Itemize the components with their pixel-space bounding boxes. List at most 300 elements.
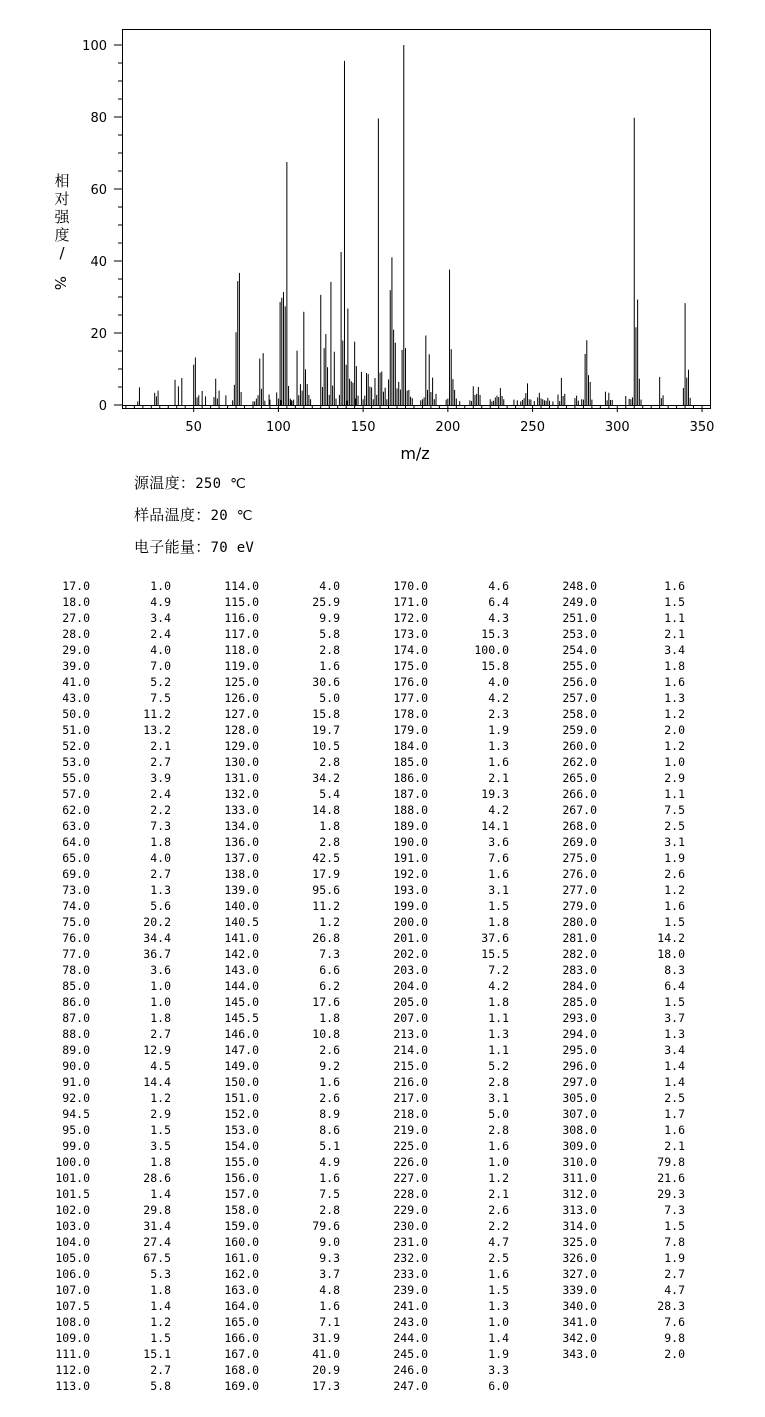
table-intensity-cell: 2.1 [488,771,509,785]
table-mz-cell: 108.0 [55,1315,90,1329]
table-intensity-cell: 10.5 [312,739,340,753]
table-intensity-cell: 10.8 [312,1027,340,1041]
y-tick-label: 40 [90,255,107,270]
table-mz-cell: 77.0 [62,947,90,961]
table-intensity-cell: 3.1 [488,1091,509,1105]
table-intensity-cell: 1.5 [664,915,685,929]
table-mz-cell: 140.0 [224,899,259,913]
table-intensity-cell: 1.0 [488,1315,509,1329]
table-mz-cell: 199.0 [393,899,428,913]
table-mz-cell: 74.0 [62,899,90,913]
table-intensity-cell: 21.6 [657,1171,685,1185]
table-intensity-cell: 2.6 [319,1091,340,1105]
table-intensity-cell: 2.6 [319,1043,340,1057]
table-intensity-cell: 6.6 [319,963,340,977]
table-mz-cell: 101.5 [55,1187,90,1201]
table-intensity-cell: 5.2 [150,675,171,689]
table-intensity-cell: 6.0 [488,1379,509,1393]
table-mz-cell: 279.0 [562,899,597,913]
table-mz-cell: 307.0 [562,1107,597,1121]
table-intensity-cell: 2.7 [150,867,171,881]
table-mz-cell: 87.0 [62,1011,90,1025]
table-intensity-cell: 7.2 [488,963,509,977]
table-intensity-cell: 4.9 [319,1155,340,1169]
table-mz-cell: 161.0 [224,1251,259,1265]
table-intensity-cell: 1.4 [664,1059,685,1073]
table-mz-cell: 233.0 [393,1267,428,1281]
table-intensity-cell: 2.1 [664,627,685,641]
table-intensity-cell: 3.7 [664,1011,685,1025]
table-intensity-cell: 13.2 [143,723,171,737]
table-mz-cell: 207.0 [393,1011,428,1025]
table-mz-cell: 340.0 [562,1299,597,1313]
table-intensity-cell: 1.0 [150,579,171,593]
table-mz-cell: 283.0 [562,963,597,977]
table-intensity-cell: 19.3 [481,787,509,801]
table-mz-cell: 139.0 [224,883,259,897]
table-intensity-cell: 1.8 [150,835,171,849]
table-mz-cell: 204.0 [393,979,428,993]
table-intensity-cell: 5.1 [319,1139,340,1153]
table-mz-cell: 173.0 [393,627,428,641]
table-intensity-cell: 8.6 [319,1123,340,1137]
table-intensity-cell: 1.5 [150,1123,171,1137]
table-intensity-cell: 28.3 [657,1299,685,1313]
table-mz-cell: 282.0 [562,947,597,961]
y-axis [82,39,122,414]
table-intensity-cell: 3.1 [488,883,509,897]
table-mz-cell: 256.0 [562,675,597,689]
table-mz-cell: 78.0 [62,963,90,977]
table-mz-cell: 249.0 [562,595,597,609]
table-intensity-cell: 19.7 [312,723,340,737]
table-intensity-cell: 1.4 [150,1299,171,1313]
condition-value: 250 ℃ [195,476,247,492]
table-intensity-cell: 2.5 [664,1091,685,1105]
table-intensity-cell: 2.1 [150,739,171,753]
table-intensity-cell: 4.2 [488,691,509,705]
table-mz-cell: 142.0 [224,947,259,961]
table-mz-cell: 63.0 [62,819,90,833]
table-intensity-cell: 14.4 [143,1075,171,1089]
table-intensity-cell: 2.4 [150,627,171,641]
table-intensity-cell: 2.2 [150,803,171,817]
table-intensity-cell: 34.2 [312,771,340,785]
table-intensity-cell: 2.5 [488,1251,509,1265]
table-mz-cell: 254.0 [562,643,597,657]
table-intensity-cell: 4.8 [319,1283,340,1297]
table-intensity-cell: 1.4 [488,1331,509,1345]
table-intensity-cell: 9.3 [319,1251,340,1265]
table-intensity-cell: 1.3 [664,1027,685,1041]
table-intensity-cell: 67.5 [143,1251,171,1265]
table-intensity-cell: 1.3 [488,739,509,753]
table-mz-cell: 138.0 [224,867,259,881]
table-mz-cell: 160.0 [224,1235,259,1249]
table-mz-cell: 177.0 [393,691,428,705]
table-intensity-cell: 1.8 [319,819,340,833]
table-intensity-cell: 7.3 [664,1203,685,1217]
condition-source-temp [134,472,246,493]
table-mz-cell: 169.0 [224,1379,259,1393]
table-mz-cell: 243.0 [393,1315,428,1329]
table-intensity-cell: 7.6 [664,1315,685,1329]
table-intensity-cell: 1.8 [319,1011,340,1025]
table-mz-cell: 136.0 [224,835,259,849]
table-mz-cell: 310.0 [562,1155,597,1169]
x-tick-label: 200 [435,420,461,435]
table-intensity-cell: 7.8 [664,1235,685,1249]
table-intensity-cell: 1.5 [664,1219,685,1233]
condition-electron-energy [134,536,254,557]
y-tick-label: 60 [90,183,107,198]
table-intensity-cell: 2.3 [488,707,509,721]
table-mz-cell: 178.0 [393,707,428,721]
table-mz-cell: 141.0 [224,931,259,945]
table-mz-cell: 140.5 [224,915,259,929]
table-intensity-cell: 5.0 [488,1107,509,1121]
table-intensity-cell: 4.7 [488,1235,509,1249]
table-mz-cell: 294.0 [562,1027,597,1041]
table-intensity-cell: 1.6 [664,1123,685,1137]
table-intensity-cell: 1.2 [664,739,685,753]
table-intensity-cell: 3.3 [488,1363,509,1377]
table-intensity-cell: 1.5 [664,595,685,609]
table-mz-cell: 205.0 [393,995,428,1009]
table-mz-cell: 86.0 [62,995,90,1009]
table-mz-cell: 269.0 [562,835,597,849]
table-intensity-cell: 20.2 [143,915,171,929]
table-mz-cell: 308.0 [562,1123,597,1137]
table-intensity-cell: 41.0 [312,1347,340,1361]
table-mz-cell: 154.0 [224,1139,259,1153]
table-intensity-cell: 3.4 [150,611,171,625]
table-intensity-cell: 1.4 [664,1075,685,1089]
table-mz-cell: 133.0 [224,803,259,817]
table-intensity-cell: 7.5 [664,803,685,817]
table-intensity-cell: 7.6 [488,851,509,865]
table-intensity-cell: 31.9 [312,1331,340,1345]
table-mz-cell: 311.0 [562,1171,597,1185]
table-intensity-cell: 7.3 [150,819,171,833]
table-intensity-cell: 9.8 [664,1331,685,1345]
table-mz-cell: 170.0 [393,579,428,593]
table-mz-cell: 188.0 [393,803,428,817]
table-mz-cell: 73.0 [62,883,90,897]
table-mz-cell: 172.0 [393,611,428,625]
table-mz-cell: 226.0 [393,1155,428,1169]
table-mz-cell: 143.0 [224,963,259,977]
table-mz-cell: 268.0 [562,819,597,833]
table-intensity-cell: 1.2 [488,1171,509,1185]
x-axis [123,405,715,435]
table-intensity-cell: 2.1 [488,1187,509,1201]
table-intensity-cell: 1.6 [488,867,509,881]
table-mz-cell: 117.0 [224,627,259,641]
table-intensity-cell: 6.4 [488,595,509,609]
table-intensity-cell: 1.6 [319,1171,340,1185]
table-mz-cell: 102.0 [55,1203,90,1217]
table-mz-cell: 94.5 [62,1107,90,1121]
table-mz-cell: 215.0 [393,1059,428,1073]
table-mz-cell: 241.0 [393,1299,428,1313]
table-mz-cell: 111.0 [55,1347,90,1361]
table-mz-cell: 132.0 [224,787,259,801]
condition-value: 20 ℃ [210,508,253,524]
x-tick-label: 150 [350,420,376,435]
table-intensity-cell: 2.8 [319,643,340,657]
table-mz-cell: 342.0 [562,1331,597,1345]
table-mz-cell: 165.0 [224,1315,259,1329]
table-mz-cell: 159.0 [224,1219,259,1233]
table-intensity-cell: 2.7 [150,1027,171,1041]
table-intensity-cell: 2.0 [664,723,685,737]
table-intensity-cell: 8.3 [664,963,685,977]
table-mz-cell: 164.0 [224,1299,259,1313]
table-mz-cell: 230.0 [393,1219,428,1233]
table-mz-cell: 76.0 [62,931,90,945]
table-intensity-cell: 2.7 [150,755,171,769]
table-intensity-cell: 2.9 [664,771,685,785]
table-intensity-cell: 2.8 [319,1203,340,1217]
table-mz-cell: 267.0 [562,803,597,817]
table-mz-cell: 327.0 [562,1267,597,1281]
table-mz-cell: 184.0 [393,739,428,753]
table-intensity-cell: 3.6 [488,835,509,849]
table-mz-cell: 190.0 [393,835,428,849]
table-intensity-cell: 4.5 [150,1059,171,1073]
table-mz-cell: 266.0 [562,787,597,801]
table-intensity-cell: 37.6 [481,931,509,945]
table-intensity-cell: 100.0 [474,643,509,657]
table-mz-cell: 153.0 [224,1123,259,1137]
table-mz-cell: 258.0 [562,707,597,721]
table-mz-cell: 189.0 [393,819,428,833]
table-intensity-cell: 8.9 [319,1107,340,1121]
table-intensity-cell: 1.0 [488,1155,509,1169]
table-intensity-cell: 1.1 [488,1011,509,1025]
table-intensity-cell: 25.9 [312,595,340,609]
table-mz-cell: 255.0 [562,659,597,673]
table-mz-cell: 214.0 [393,1043,428,1057]
table-intensity-cell: 15.8 [312,707,340,721]
table-intensity-cell: 4.0 [150,851,171,865]
table-intensity-cell: 2.6 [664,867,685,881]
table-mz-cell: 245.0 [393,1347,428,1361]
table-intensity-cell: 1.0 [664,755,685,769]
table-intensity-cell: 2.6 [488,1203,509,1217]
table-intensity-cell: 34.4 [143,931,171,945]
table-mz-cell: 325.0 [562,1235,597,1249]
table-intensity-cell: 5.2 [488,1059,509,1073]
table-mz-cell: 151.0 [224,1091,259,1105]
table-intensity-cell: 1.3 [488,1299,509,1313]
table-intensity-cell: 1.5 [488,1283,509,1297]
table-intensity-cell: 1.7 [664,1107,685,1121]
table-mz-cell: 276.0 [562,867,597,881]
table-mz-cell: 341.0 [562,1315,597,1329]
table-mz-cell: 247.0 [393,1379,428,1393]
table-mz-cell: 119.0 [224,659,259,673]
table-intensity-cell: 29.8 [143,1203,171,1217]
table-intensity-cell: 36.7 [143,947,171,961]
table-intensity-cell: 1.3 [150,883,171,897]
table-intensity-cell: 1.6 [319,1075,340,1089]
table-intensity-cell: 15.8 [481,659,509,673]
table-intensity-cell: 95.6 [312,883,340,897]
table-mz-cell: 109.0 [55,1331,90,1345]
table-mz-cell: 231.0 [393,1235,428,1249]
table-intensity-cell: 1.2 [150,1315,171,1329]
table-mz-cell: 244.0 [393,1331,428,1345]
table-intensity-cell: 5.3 [150,1267,171,1281]
table-mz-cell: 186.0 [393,771,428,785]
table-intensity-cell: 7.5 [150,691,171,705]
table-intensity-cell: 7.0 [150,659,171,673]
table-intensity-cell: 20.9 [312,1363,340,1377]
table-intensity-cell: 4.0 [150,643,171,657]
table-mz-cell: 326.0 [562,1251,597,1265]
table-intensity-cell: 79.6 [312,1219,340,1233]
table-intensity-cell: 4.7 [664,1283,685,1297]
table-mz-cell: 262.0 [562,755,597,769]
y-tick-label: 100 [82,39,107,54]
table-intensity-cell: 1.8 [664,659,685,673]
table-mz-cell: 179.0 [393,723,428,737]
table-mz-cell: 216.0 [393,1075,428,1089]
table-intensity-cell: 1.1 [664,611,685,625]
table-mz-cell: 259.0 [562,723,597,737]
table-mz-cell: 284.0 [562,979,597,993]
table-intensity-cell: 27.4 [143,1235,171,1249]
table-mz-cell: 293.0 [562,1011,597,1025]
table-intensity-cell: 5.0 [319,691,340,705]
table-intensity-cell: 4.6 [488,579,509,593]
table-intensity-cell: 1.9 [488,723,509,737]
table-mz-cell: 158.0 [224,1203,259,1217]
table-intensity-cell: 3.6 [150,963,171,977]
peak-table [0,578,765,1398]
table-mz-cell: 107.0 [55,1283,90,1297]
table-mz-cell: 18.0 [62,595,90,609]
table-mz-cell: 128.0 [224,723,259,737]
condition-value: 70 eV [210,540,255,556]
table-mz-cell: 115.0 [224,595,259,609]
table-intensity-cell: 17.6 [312,995,340,1009]
table-mz-cell: 157.0 [224,1187,259,1201]
table-intensity-cell: 1.2 [319,915,340,929]
table-intensity-cell: 2.2 [488,1219,509,1233]
peak-bars [138,45,690,405]
table-intensity-cell: 1.2 [664,707,685,721]
table-mz-cell: 312.0 [562,1187,597,1201]
table-mz-cell: 53.0 [62,755,90,769]
table-intensity-cell: 3.1 [664,835,685,849]
table-intensity-cell: 1.8 [150,1155,171,1169]
mass-spectrum-chart [0,0,765,470]
table-mz-cell: 147.0 [224,1043,259,1057]
table-mz-cell: 89.0 [62,1043,90,1057]
table-intensity-cell: 1.0 [150,979,171,993]
table-intensity-cell: 17.9 [312,867,340,881]
table-mz-cell: 91.0 [62,1075,90,1089]
table-mz-cell: 101.0 [55,1171,90,1185]
table-intensity-cell: 1.6 [664,579,685,593]
table-mz-cell: 168.0 [224,1363,259,1377]
table-mz-cell: 309.0 [562,1139,597,1153]
table-intensity-cell: 3.5 [150,1139,171,1153]
table-mz-cell: 95.0 [62,1123,90,1137]
table-intensity-cell: 1.3 [488,1027,509,1041]
table-intensity-cell: 3.4 [664,643,685,657]
table-intensity-cell: 4.2 [488,803,509,817]
table-intensity-cell: 1.6 [488,1267,509,1281]
table-intensity-cell: 5.6 [150,899,171,913]
table-intensity-cell: 1.0 [150,995,171,1009]
table-mz-cell: 171.0 [393,595,428,609]
table-intensity-cell: 9.2 [319,1059,340,1073]
table-mz-cell: 118.0 [224,643,259,657]
table-mz-cell: 57.0 [62,787,90,801]
table-mz-cell: 100.0 [55,1155,90,1169]
table-mz-cell: 219.0 [393,1123,428,1137]
table-mz-cell: 144.0 [224,979,259,993]
table-mz-cell: 257.0 [562,691,597,705]
table-intensity-cell: 1.8 [488,915,509,929]
table-mz-cell: 28.0 [62,627,90,641]
table-intensity-cell: 14.2 [657,931,685,945]
table-intensity-cell: 1.6 [664,675,685,689]
table-mz-cell: 149.0 [224,1059,259,1073]
table-mz-cell: 88.0 [62,1027,90,1041]
table-mz-cell: 145.5 [224,1011,259,1025]
table-mz-cell: 285.0 [562,995,597,1009]
table-intensity-cell: 79.8 [657,1155,685,1169]
table-intensity-cell: 14.8 [312,803,340,817]
table-intensity-cell: 2.8 [488,1123,509,1137]
table-mz-cell: 200.0 [393,915,428,929]
table-intensity-cell: 2.5 [664,819,685,833]
plot-frame [123,30,711,409]
table-mz-cell: 202.0 [393,947,428,961]
table-intensity-cell: 7.3 [319,947,340,961]
table-intensity-cell: 4.0 [319,579,340,593]
table-intensity-cell: 31.4 [143,1219,171,1233]
table-intensity-cell: 2.9 [150,1107,171,1121]
y-tick-label: 0 [98,399,107,414]
table-mz-cell: 185.0 [393,755,428,769]
table-mz-cell: 51.0 [62,723,90,737]
y-axis-label: 相对强度/ % [50,172,70,291]
table-mz-cell: 339.0 [562,1283,597,1297]
table-mz-cell: 131.0 [224,771,259,785]
table-mz-cell: 114.0 [224,579,259,593]
table-mz-cell: 145.0 [224,995,259,1009]
table-mz-cell: 203.0 [393,963,428,977]
table-mz-cell: 239.0 [393,1283,428,1297]
table-intensity-cell: 4.3 [488,611,509,625]
table-mz-cell: 156.0 [224,1171,259,1185]
table-mz-cell: 113.0 [55,1379,90,1393]
table-mz-cell: 43.0 [62,691,90,705]
x-tick-label: 300 [604,420,630,435]
table-mz-cell: 92.0 [62,1091,90,1105]
table-mz-cell: 167.0 [224,1347,259,1361]
table-mz-cell: 125.0 [224,675,259,689]
table-mz-cell: 103.0 [55,1219,90,1233]
table-mz-cell: 41.0 [62,675,90,689]
table-intensity-cell: 1.6 [488,755,509,769]
